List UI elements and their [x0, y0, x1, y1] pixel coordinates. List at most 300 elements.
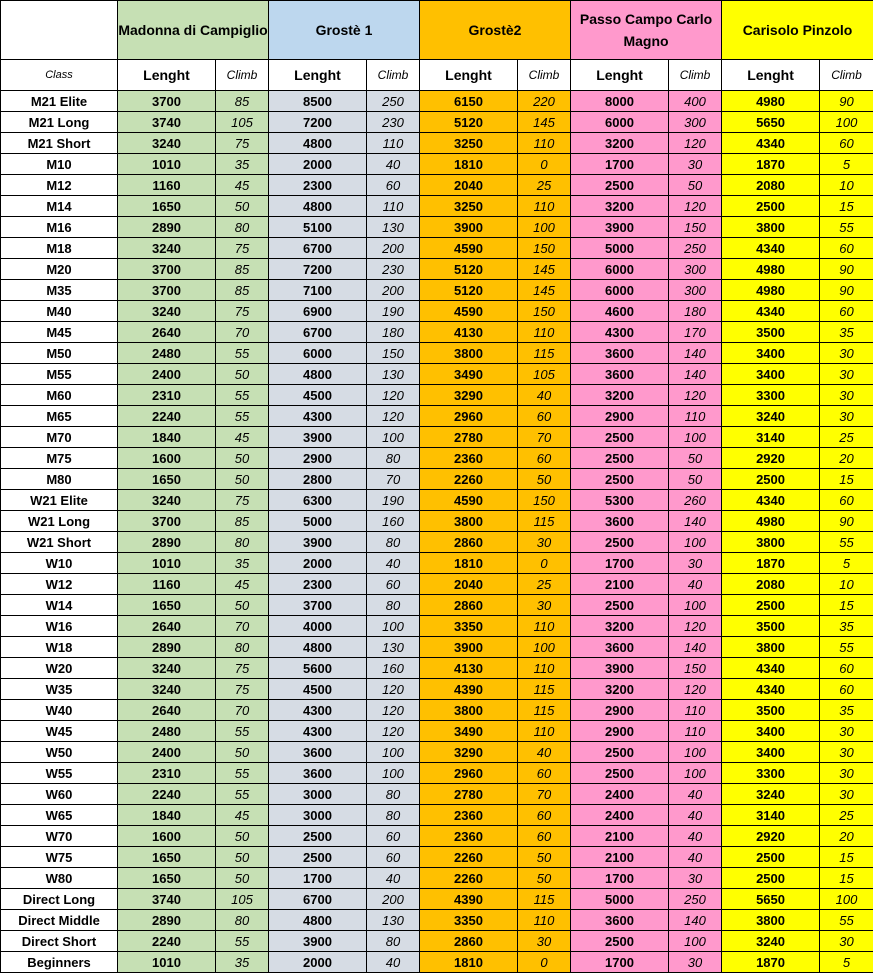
length-cell: 4980 — [722, 511, 820, 532]
class-cell: W75 — [1, 847, 118, 868]
climb-cell: 250 — [669, 889, 722, 910]
climb-cell: 130 — [367, 364, 420, 385]
length-cell: 4800 — [269, 364, 367, 385]
climb-cell: 75 — [216, 301, 269, 322]
climb-cell: 50 — [216, 742, 269, 763]
length-cell: 3300 — [722, 763, 820, 784]
climb-cell: 25 — [518, 574, 571, 595]
length-cell: 3350 — [420, 616, 518, 637]
length-cell: 1650 — [118, 469, 216, 490]
climb-cell: 5 — [820, 952, 873, 973]
climb-cell: 110 — [367, 133, 420, 154]
length-cell: 2260 — [420, 469, 518, 490]
length-cell: 2100 — [571, 574, 669, 595]
length-cell: 2920 — [722, 448, 820, 469]
climb-cell: 50 — [216, 595, 269, 616]
table-row — [1, 889, 873, 910]
climb-cell: 30 — [669, 868, 722, 889]
length-cell: 4590 — [420, 238, 518, 259]
climb-cell: 160 — [367, 511, 420, 532]
length-cell: 2040 — [420, 574, 518, 595]
length-cell: 4980 — [722, 280, 820, 301]
climb-cell: 150 — [669, 217, 722, 238]
length-cell: 5300 — [571, 490, 669, 511]
climb-cell: 50 — [216, 868, 269, 889]
length-cell: 2310 — [118, 385, 216, 406]
length-cell: 4980 — [722, 259, 820, 280]
climb-cell: 100 — [518, 217, 571, 238]
length-cell: 3700 — [118, 511, 216, 532]
table-row — [1, 763, 873, 784]
table-row — [1, 532, 873, 553]
climb-cell: 50 — [216, 448, 269, 469]
climb-cell: 115 — [518, 700, 571, 721]
climb-cell: 10 — [820, 574, 873, 595]
climb-cell: 30 — [669, 154, 722, 175]
length-cell: 1840 — [118, 427, 216, 448]
length-cell: 4800 — [269, 196, 367, 217]
length-cell: 3240 — [118, 238, 216, 259]
climb-cell: 30 — [820, 931, 873, 952]
climb-cell: 250 — [669, 238, 722, 259]
climb-cell: 85 — [216, 91, 269, 112]
climb-cell: 150 — [367, 343, 420, 364]
length-cell: 3800 — [722, 217, 820, 238]
climb-cell: 10 — [820, 175, 873, 196]
length-cell: 2260 — [420, 847, 518, 868]
climb-cell: 55 — [216, 784, 269, 805]
class-cell: W16 — [1, 616, 118, 637]
climb-cell: 55 — [820, 532, 873, 553]
table-row — [1, 301, 873, 322]
length-cell: 3900 — [269, 931, 367, 952]
climb-cell: 30 — [820, 784, 873, 805]
climb-cell: 30 — [820, 721, 873, 742]
class-cell: W10 — [1, 553, 118, 574]
venue-header-groste-1: Grostè 1 — [269, 1, 420, 60]
climb-cell: 50 — [669, 469, 722, 490]
climb-cell: 25 — [518, 175, 571, 196]
length-cell: 4000 — [269, 616, 367, 637]
length-cell: 4800 — [269, 637, 367, 658]
climb-cell: 70 — [216, 616, 269, 637]
climb-cell: 35 — [820, 700, 873, 721]
length-cell: 4390 — [420, 889, 518, 910]
climb-cell: 230 — [367, 259, 420, 280]
climb-cell: 45 — [216, 805, 269, 826]
length-cell: 3800 — [420, 511, 518, 532]
table-row — [1, 805, 873, 826]
climb-cell: 40 — [518, 385, 571, 406]
length-column-header: Lenght — [722, 60, 820, 91]
length-cell: 7100 — [269, 280, 367, 301]
climb-cell: 5 — [820, 553, 873, 574]
climb-cell: 190 — [367, 301, 420, 322]
climb-cell: 30 — [820, 364, 873, 385]
climb-cell: 25 — [820, 427, 873, 448]
climb-cell: 50 — [216, 364, 269, 385]
climb-cell: 80 — [367, 805, 420, 826]
climb-cell: 300 — [669, 259, 722, 280]
climb-cell: 60 — [820, 133, 873, 154]
empty-corner-cell — [1, 1, 118, 60]
climb-cell: 110 — [669, 700, 722, 721]
column-header-row — [1, 60, 873, 91]
length-cell: 1810 — [420, 154, 518, 175]
climb-cell: 5 — [820, 154, 873, 175]
table-row — [1, 658, 873, 679]
class-cell: M45 — [1, 322, 118, 343]
length-cell: 6300 — [269, 490, 367, 511]
table-row — [1, 133, 873, 154]
table-row — [1, 574, 873, 595]
climb-cell: 15 — [820, 595, 873, 616]
climb-cell: 100 — [820, 889, 873, 910]
class-cell: W80 — [1, 868, 118, 889]
length-cell: 3240 — [722, 406, 820, 427]
climb-cell: 80 — [367, 931, 420, 952]
length-cell: 3300 — [722, 385, 820, 406]
length-cell: 2260 — [420, 868, 518, 889]
climb-cell: 180 — [367, 322, 420, 343]
length-cell: 1600 — [118, 826, 216, 847]
climb-cell: 60 — [820, 238, 873, 259]
climb-cell: 80 — [367, 784, 420, 805]
length-cell: 3200 — [571, 133, 669, 154]
climb-cell: 50 — [216, 196, 269, 217]
length-cell: 4130 — [420, 322, 518, 343]
table-row — [1, 91, 873, 112]
climb-cell: 140 — [669, 511, 722, 532]
length-cell: 5000 — [571, 889, 669, 910]
climb-cell: 110 — [518, 910, 571, 931]
length-cell: 4800 — [269, 910, 367, 931]
length-cell: 1700 — [269, 868, 367, 889]
length-cell: 5000 — [269, 511, 367, 532]
climb-cell: 35 — [820, 322, 873, 343]
length-cell: 1810 — [420, 952, 518, 973]
venue-header-row — [1, 1, 873, 60]
climb-cell: 250 — [367, 91, 420, 112]
climb-cell: 15 — [820, 868, 873, 889]
climb-column-header: Climb — [518, 60, 571, 91]
table-row — [1, 952, 873, 973]
climb-cell: 60 — [518, 826, 571, 847]
length-cell: 1650 — [118, 868, 216, 889]
length-cell: 3700 — [118, 91, 216, 112]
length-cell: 3490 — [420, 721, 518, 742]
length-cell: 2780 — [420, 784, 518, 805]
climb-cell: 35 — [216, 952, 269, 973]
climb-cell: 20 — [820, 448, 873, 469]
length-cell: 2480 — [118, 721, 216, 742]
climb-cell: 50 — [216, 826, 269, 847]
climb-cell: 100 — [669, 931, 722, 952]
length-cell: 2400 — [571, 805, 669, 826]
climb-cell: 120 — [367, 406, 420, 427]
climb-cell: 85 — [216, 259, 269, 280]
class-cell: W60 — [1, 784, 118, 805]
climb-cell: 300 — [669, 112, 722, 133]
climb-cell: 60 — [518, 406, 571, 427]
venue-header-carisolo-pinzolo: Carisolo Pinzolo — [722, 1, 873, 60]
climb-column-header: Climb — [367, 60, 420, 91]
climb-cell: 70 — [518, 784, 571, 805]
climb-cell: 300 — [669, 280, 722, 301]
length-cell: 3140 — [722, 805, 820, 826]
climb-cell: 100 — [367, 616, 420, 637]
table-row — [1, 490, 873, 511]
climb-cell: 145 — [518, 280, 571, 301]
length-cell: 3400 — [722, 364, 820, 385]
climb-cell: 30 — [518, 532, 571, 553]
length-cell: 2500 — [571, 448, 669, 469]
climb-cell: 50 — [216, 469, 269, 490]
climb-cell: 60 — [367, 826, 420, 847]
class-cell: W12 — [1, 574, 118, 595]
climb-cell: 150 — [518, 301, 571, 322]
climb-cell: 60 — [367, 847, 420, 868]
course-table-body — [1, 1, 873, 973]
climb-cell: 100 — [518, 637, 571, 658]
climb-cell: 115 — [518, 889, 571, 910]
length-cell: 1810 — [420, 553, 518, 574]
length-cell: 3250 — [420, 133, 518, 154]
climb-cell: 40 — [367, 553, 420, 574]
length-cell: 1650 — [118, 847, 216, 868]
length-cell: 2240 — [118, 931, 216, 952]
class-cell: M12 — [1, 175, 118, 196]
climb-cell: 70 — [367, 469, 420, 490]
length-cell: 2360 — [420, 826, 518, 847]
climb-cell: 40 — [669, 847, 722, 868]
class-cell: M16 — [1, 217, 118, 238]
class-cell: M65 — [1, 406, 118, 427]
length-cell: 3900 — [269, 427, 367, 448]
length-cell: 3500 — [722, 700, 820, 721]
climb-cell: 50 — [518, 868, 571, 889]
class-cell: W45 — [1, 721, 118, 742]
climb-cell: 115 — [518, 511, 571, 532]
length-cell: 1700 — [571, 952, 669, 973]
length-cell: 4500 — [269, 679, 367, 700]
length-cell: 3000 — [269, 805, 367, 826]
length-cell: 6900 — [269, 301, 367, 322]
length-cell: 2500 — [722, 595, 820, 616]
length-cell: 5120 — [420, 259, 518, 280]
climb-cell: 40 — [367, 868, 420, 889]
length-cell: 2240 — [118, 406, 216, 427]
table-row — [1, 868, 873, 889]
climb-cell: 120 — [367, 679, 420, 700]
climb-cell: 50 — [518, 469, 571, 490]
length-cell: 4340 — [722, 658, 820, 679]
climb-cell: 30 — [820, 385, 873, 406]
length-cell: 3900 — [420, 637, 518, 658]
table-row — [1, 343, 873, 364]
length-cell: 3490 — [420, 364, 518, 385]
length-cell: 2640 — [118, 322, 216, 343]
length-cell: 4130 — [420, 658, 518, 679]
length-cell: 1650 — [118, 595, 216, 616]
class-cell: W50 — [1, 742, 118, 763]
climb-cell: 100 — [669, 595, 722, 616]
length-cell: 3240 — [722, 931, 820, 952]
length-cell: 4590 — [420, 301, 518, 322]
climb-cell: 90 — [820, 280, 873, 301]
table-row — [1, 511, 873, 532]
length-cell: 2240 — [118, 784, 216, 805]
length-cell: 2080 — [722, 574, 820, 595]
length-cell: 3350 — [420, 910, 518, 931]
climb-cell: 80 — [367, 595, 420, 616]
class-cell: W14 — [1, 595, 118, 616]
climb-cell: 80 — [216, 637, 269, 658]
length-cell: 5000 — [571, 238, 669, 259]
length-cell: 3200 — [571, 679, 669, 700]
length-cell: 2040 — [420, 175, 518, 196]
climb-cell: 55 — [216, 343, 269, 364]
class-cell: W21 Short — [1, 532, 118, 553]
climb-cell: 55 — [820, 217, 873, 238]
length-cell: 2300 — [269, 574, 367, 595]
climb-cell: 25 — [820, 805, 873, 826]
table-row — [1, 826, 873, 847]
class-cell: M40 — [1, 301, 118, 322]
climb-cell: 80 — [216, 910, 269, 931]
length-cell: 3800 — [722, 532, 820, 553]
venue-header-passo-campo-carlo-magno: Passo Campo Carlo Magno — [571, 1, 722, 60]
climb-column-header: Climb — [820, 60, 873, 91]
length-cell: 2900 — [571, 721, 669, 742]
class-cell: M50 — [1, 343, 118, 364]
length-cell: 2500 — [571, 742, 669, 763]
class-cell: W21 Long — [1, 511, 118, 532]
climb-cell: 55 — [216, 385, 269, 406]
length-cell: 3740 — [118, 889, 216, 910]
climb-cell: 145 — [518, 112, 571, 133]
climb-cell: 200 — [367, 280, 420, 301]
class-cell: M21 Elite — [1, 91, 118, 112]
climb-cell: 100 — [669, 532, 722, 553]
climb-cell: 85 — [216, 280, 269, 301]
length-cell: 3700 — [118, 259, 216, 280]
length-cell: 1870 — [722, 952, 820, 973]
climb-cell: 100 — [669, 427, 722, 448]
class-cell: M10 — [1, 154, 118, 175]
length-cell: 6700 — [269, 889, 367, 910]
length-cell: 2500 — [571, 931, 669, 952]
climb-cell: 75 — [216, 238, 269, 259]
climb-cell: 120 — [669, 616, 722, 637]
length-cell: 2000 — [269, 154, 367, 175]
climb-cell: 120 — [367, 721, 420, 742]
climb-cell: 60 — [367, 574, 420, 595]
length-cell: 1700 — [571, 154, 669, 175]
length-cell: 3600 — [571, 364, 669, 385]
length-cell: 2500 — [571, 427, 669, 448]
length-cell: 2360 — [420, 805, 518, 826]
table-row — [1, 280, 873, 301]
climb-cell: 30 — [820, 406, 873, 427]
table-row — [1, 154, 873, 175]
table-row — [1, 112, 873, 133]
table-row — [1, 553, 873, 574]
climb-cell: 50 — [669, 175, 722, 196]
climb-cell: 110 — [518, 658, 571, 679]
climb-cell: 150 — [518, 238, 571, 259]
length-cell: 6000 — [269, 343, 367, 364]
climb-cell: 115 — [518, 343, 571, 364]
climb-cell: 50 — [518, 847, 571, 868]
climb-cell: 80 — [367, 448, 420, 469]
table-row — [1, 721, 873, 742]
class-cell: M20 — [1, 259, 118, 280]
class-cell: M18 — [1, 238, 118, 259]
length-cell: 1010 — [118, 154, 216, 175]
climb-cell: 15 — [820, 847, 873, 868]
climb-cell: 140 — [669, 910, 722, 931]
climb-cell: 60 — [518, 805, 571, 826]
length-cell: 2500 — [722, 847, 820, 868]
length-cell: 2500 — [571, 763, 669, 784]
climb-cell: 230 — [367, 112, 420, 133]
length-cell: 2500 — [571, 469, 669, 490]
climb-cell: 80 — [216, 217, 269, 238]
climb-cell: 200 — [367, 889, 420, 910]
climb-cell: 55 — [216, 763, 269, 784]
climb-cell: 110 — [518, 133, 571, 154]
climb-cell: 60 — [820, 679, 873, 700]
length-cell: 3200 — [571, 616, 669, 637]
length-cell: 3240 — [118, 301, 216, 322]
class-cell: W70 — [1, 826, 118, 847]
climb-cell: 70 — [216, 322, 269, 343]
class-cell: W35 — [1, 679, 118, 700]
length-cell: 1870 — [722, 553, 820, 574]
climb-cell: 140 — [669, 637, 722, 658]
length-cell: 4800 — [269, 133, 367, 154]
climb-cell: 100 — [669, 742, 722, 763]
length-cell: 2500 — [722, 868, 820, 889]
class-cell: W21 Elite — [1, 490, 118, 511]
length-column-header: Lenght — [420, 60, 518, 91]
climb-cell: 110 — [367, 196, 420, 217]
class-cell: W65 — [1, 805, 118, 826]
class-cell: W20 — [1, 658, 118, 679]
climb-cell: 35 — [820, 616, 873, 637]
length-cell: 4300 — [571, 322, 669, 343]
length-cell: 4340 — [722, 133, 820, 154]
climb-cell: 100 — [367, 427, 420, 448]
climb-cell: 40 — [669, 574, 722, 595]
length-cell: 3600 — [571, 511, 669, 532]
length-cell: 3600 — [571, 343, 669, 364]
length-cell: 3400 — [722, 343, 820, 364]
length-cell: 4300 — [269, 406, 367, 427]
climb-cell: 0 — [518, 553, 571, 574]
climb-cell: 260 — [669, 490, 722, 511]
length-cell: 2890 — [118, 217, 216, 238]
length-cell: 1160 — [118, 574, 216, 595]
class-cell: W40 — [1, 700, 118, 721]
climb-cell: 110 — [669, 406, 722, 427]
climb-cell: 110 — [518, 196, 571, 217]
climb-cell: 40 — [367, 952, 420, 973]
class-cell: M21 Long — [1, 112, 118, 133]
length-cell: 4600 — [571, 301, 669, 322]
class-cell: M21 Short — [1, 133, 118, 154]
